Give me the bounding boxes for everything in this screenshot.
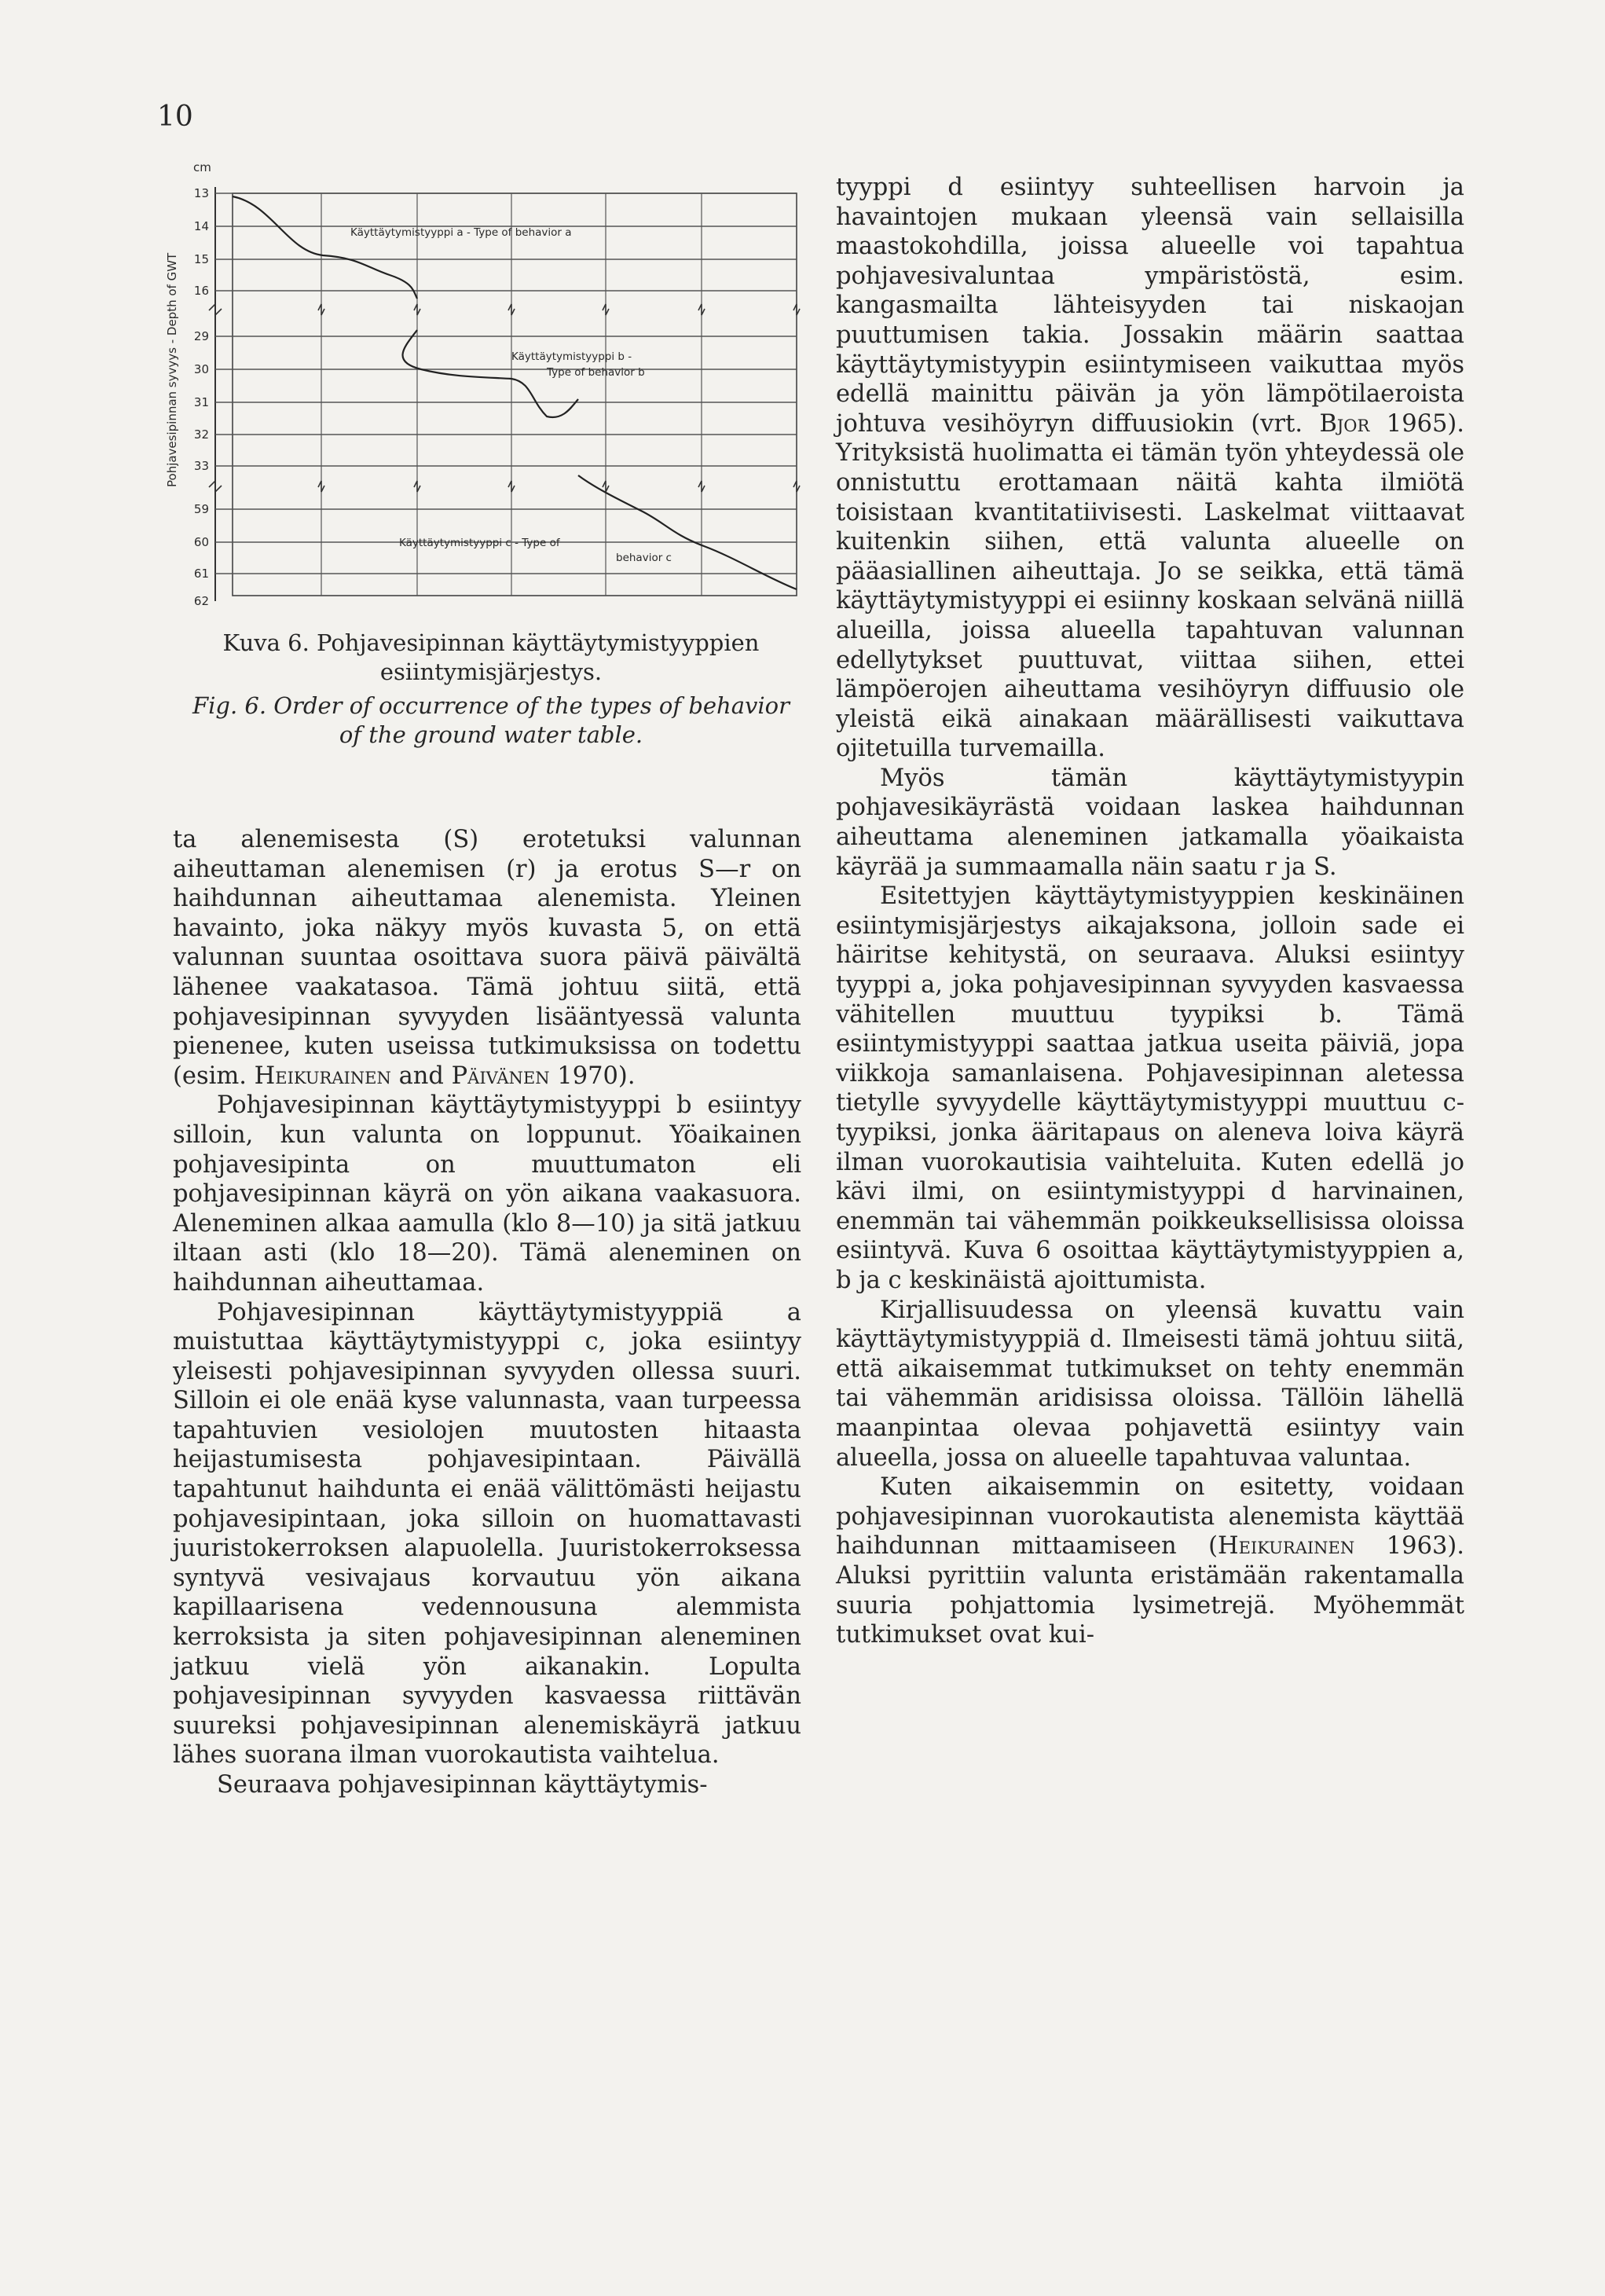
- label-type-c-line1: Käyttäytymistyyppi c - Type of: [399, 537, 560, 549]
- tick-label: 31: [193, 395, 209, 409]
- reference-author: Päivänen: [451, 1062, 550, 1090]
- right-column: [836, 173, 1464, 1650]
- curve-type-a: [233, 196, 417, 299]
- label-type-b-line1: Käyttäytymistyyppi b -: [511, 350, 632, 363]
- tick-label: 13: [193, 186, 209, 200]
- paragraph: [173, 825, 801, 1091]
- reference-author: Heikurainen: [1218, 1532, 1355, 1561]
- tick-label: 59: [193, 502, 209, 516]
- paragraph: Esitettyjen käyttäytymistyyppien keskinäinen esiintymisjärjestys aikajaksona, jolloin sade ei häiritse kehitystä, on seuraava. Aluksi esiintyy tyyppi a, joka pohjavesipinnan syvyyden kasvaessa vähitellen muuttuu tyypiksi b. Tämä esiintymistyyppi saattaa jatkua useita päiviä, jopa viikkoja samanlaisena. Pohjavesipinnan aletessa tietylle syvyydelle käyttäytymistyyppi muuttuu c-tyypiksi, jonka ääritapaus on aleneva loiva käyrä ilman vuorokautisia vaihteluita. Kuten edellä jo kävi ilmi, on esiintymistyyppi d harvinainen, enemmän tai vähemmän poikkeuksellisissa oloissa esiintyvä. Kuva 6 osoittaa käyttäytymistyyppien a, b ja c keskinäistä ajoittumista.: [836, 882, 1464, 1294]
- tick-label: 15: [193, 252, 209, 266]
- caption-fi-line2: esiintymisjärjestys.: [379, 658, 603, 685]
- axis-label: Pohjavesipinnan syvyys - Depth of GWT: [165, 252, 179, 487]
- tick-label: 33: [193, 459, 209, 473]
- label-type-b-line2: Type of behavior b: [547, 366, 645, 379]
- text-run: Kuten aikaisemmin on esitetty, voidaan pohjavesipinnan vuorokautista alenemista käyttää haihdunnan mittaamiseen (: [836, 1473, 1464, 1561]
- text-run: tyyppi d esiintyy suhteellisen harvoin ja havaintojen mukaan yleensä vain sellaisilla maastokohdilla, joissa alueelle voi tapahtua pohjavesivaluntaa ympäristöstä, esim. kangasmailta lähteisyyden tai niskaojan puuttumisen takia. Jossakin määrin saattaa käyttäytymistyypin esiintymiseen vaikuttaa myös edellä mainittu päivän ja yön lämpötilaeroista johtuva vesihöyryn diffuusiokin (vrt.: [836, 174, 1464, 438]
- label-type-c-line2: behavior c: [616, 552, 672, 564]
- text-run: 1970).: [549, 1062, 636, 1090]
- reference-author: Heikurainen: [254, 1062, 391, 1090]
- tick-label: 14: [193, 219, 209, 233]
- tick-label: 61: [193, 567, 209, 581]
- page-number: 10: [157, 101, 193, 133]
- paragraph: Seuraava pohjavesipinnan käyttäytymis-: [217, 1771, 708, 1799]
- tick-label: 60: [193, 535, 209, 549]
- text-run: 1963). Aluksi pyrittiin valunta eristämään rakentamalla suuria pohjattomia lysimetrejä. Myöhemmät tutkimukset ovat kui-: [836, 1532, 1464, 1649]
- paragraph: Pohjavesipinnan käyttäytymistyyppi b esiintyy silloin, kun valunta on loppunut. Yöaikainen pohjavesipinta on muuttumaton eli pohjavesipinnan käyrä on yön aikana vaakasuora. Aleneminen alkaa aamulla (klo 8—10) ja sitä jatkuu iltaan asti (klo 18—20). Tämä aleneminen on haihdunnan aiheuttamaa.: [173, 1091, 801, 1297]
- caption-en-line1: Fig. 6. Order of occurrence of the types of behavior: [192, 692, 790, 719]
- label-type-a: Käyttäytymistyyppi a - Type of behavior a: [350, 226, 572, 239]
- text-run: ta alenemisesta (S) erotetuksi valunnan aiheuttaman alenemisen (r) ja erotus S—r on haihdunnan aiheuttamaa alenemista. Yleinen havainto, joka näkyy myös kuvasta 5, on että valunnan suuntaa osoittava suora päivä päivältä lähenee vaakatasoa. Tämä johtuu siitä, että pohjavesipinnan syvyyden lisääntyessä valunta pienenee, kuten useissa tutkimuksissa on todettu (esim.: [173, 826, 801, 1090]
- text-run: and: [390, 1062, 452, 1090]
- curve-type-c: [578, 475, 797, 589]
- figure-caption: [157, 629, 825, 750]
- paragraph: Myös tämän käyttäytymistyypin pohjavesikäyrästä voidaan laskea haihdunnan aiheuttama aleneminen jatkamalla yöaikaista käyrää ja summaamalla näin saatu r ja S.: [836, 764, 1464, 881]
- paragraph: Pohjavesipinnan käyttäytymistyyppiä a muistuttaa käyttäytymistyyppi c, joka esiintyy yleisesti pohjavesipinnan syvyyden ollessa suuri. Silloin ei ole enää kyse valunnasta, vaan turpeessa tapahtuvien vesiolojen muutosten hitaasta heijastumisesta pohjavesipintaan. Päivällä tapahtunut haihdunta ei enää välittömästi heijastu pohjavesipintaan, joka silloin on huomattavasti juuristokerroksen alapuolella. Juuristokerroksessa syntyvä vesivajaus korvautuu yön aikana kapillaarisena vedennousuna alemmista kerroksista ja siten pohjavesipinnan aleneminen jatkuu vielä yön aikanakin. Lopulta pohjavesipinnan syvyyden kasvaessa riittävän suureksi pohjavesipinnan alenemiskäyrä jatkuu lähes suorana ilman vuorokautista vaihtelua.: [173, 1298, 801, 1770]
- behavior-diagram: [154, 149, 830, 621]
- tick-label: 16: [193, 284, 209, 298]
- reference-author: Bjor: [1319, 409, 1370, 438]
- paragraph: [836, 1473, 1464, 1650]
- unit-label: cm: [193, 160, 211, 174]
- figure-6: [154, 149, 830, 621]
- paragraph: Kirjallisuudessa on yleensä kuvattu vain käyttäytymistyyppiä d. Ilmeisesti tämä johtuu siitä, että aikaisemmat tutkimukset on tehty enemmän tai vähemmän aridisissa oloissa. Tällöin lähellä maanpintaa olevaa pohjavettä esiintyy vain alueella, jossa on alueelle tapahtuvaa valuntaa.: [836, 1296, 1464, 1472]
- caption-fi-line1: Kuva 6. Pohjavesipinnan käyttäytymistyyppien: [222, 629, 760, 656]
- tick-label: 32: [193, 427, 209, 442]
- tick-label: 30: [193, 362, 209, 376]
- paragraph: [836, 173, 1464, 764]
- tick-label: 29: [193, 329, 209, 343]
- text-run: 1965). Yrityksistä huolimatta ei tämän työn yhteydessä ole onnistuttu erottamaan näitä kahta ilmiötä toisistaan kvantitatiivisesti. Laskelmat viittaavat kuitenkin siihen, että valunta alueelle on pääasiallinen aiheuttaja. Jo se seikka, että tämä käyttäytymistyyppi ei esiinny koskaan selvänä niillä alueilla, joissa alueella tapahtuvan valunnan edellytykset puuttuvat, viittaa siihen, ettei lämpöerojen aiheuttama vesihöyryn diffuusio ole yleistä eikä ainakaan määrällisesti vaikuttava ojitetuilla turvemailla.: [836, 409, 1464, 763]
- caption-en-line2: of the ground water table.: [339, 721, 643, 748]
- left-column: [173, 825, 801, 1800]
- tick-label: 62: [193, 594, 209, 608]
